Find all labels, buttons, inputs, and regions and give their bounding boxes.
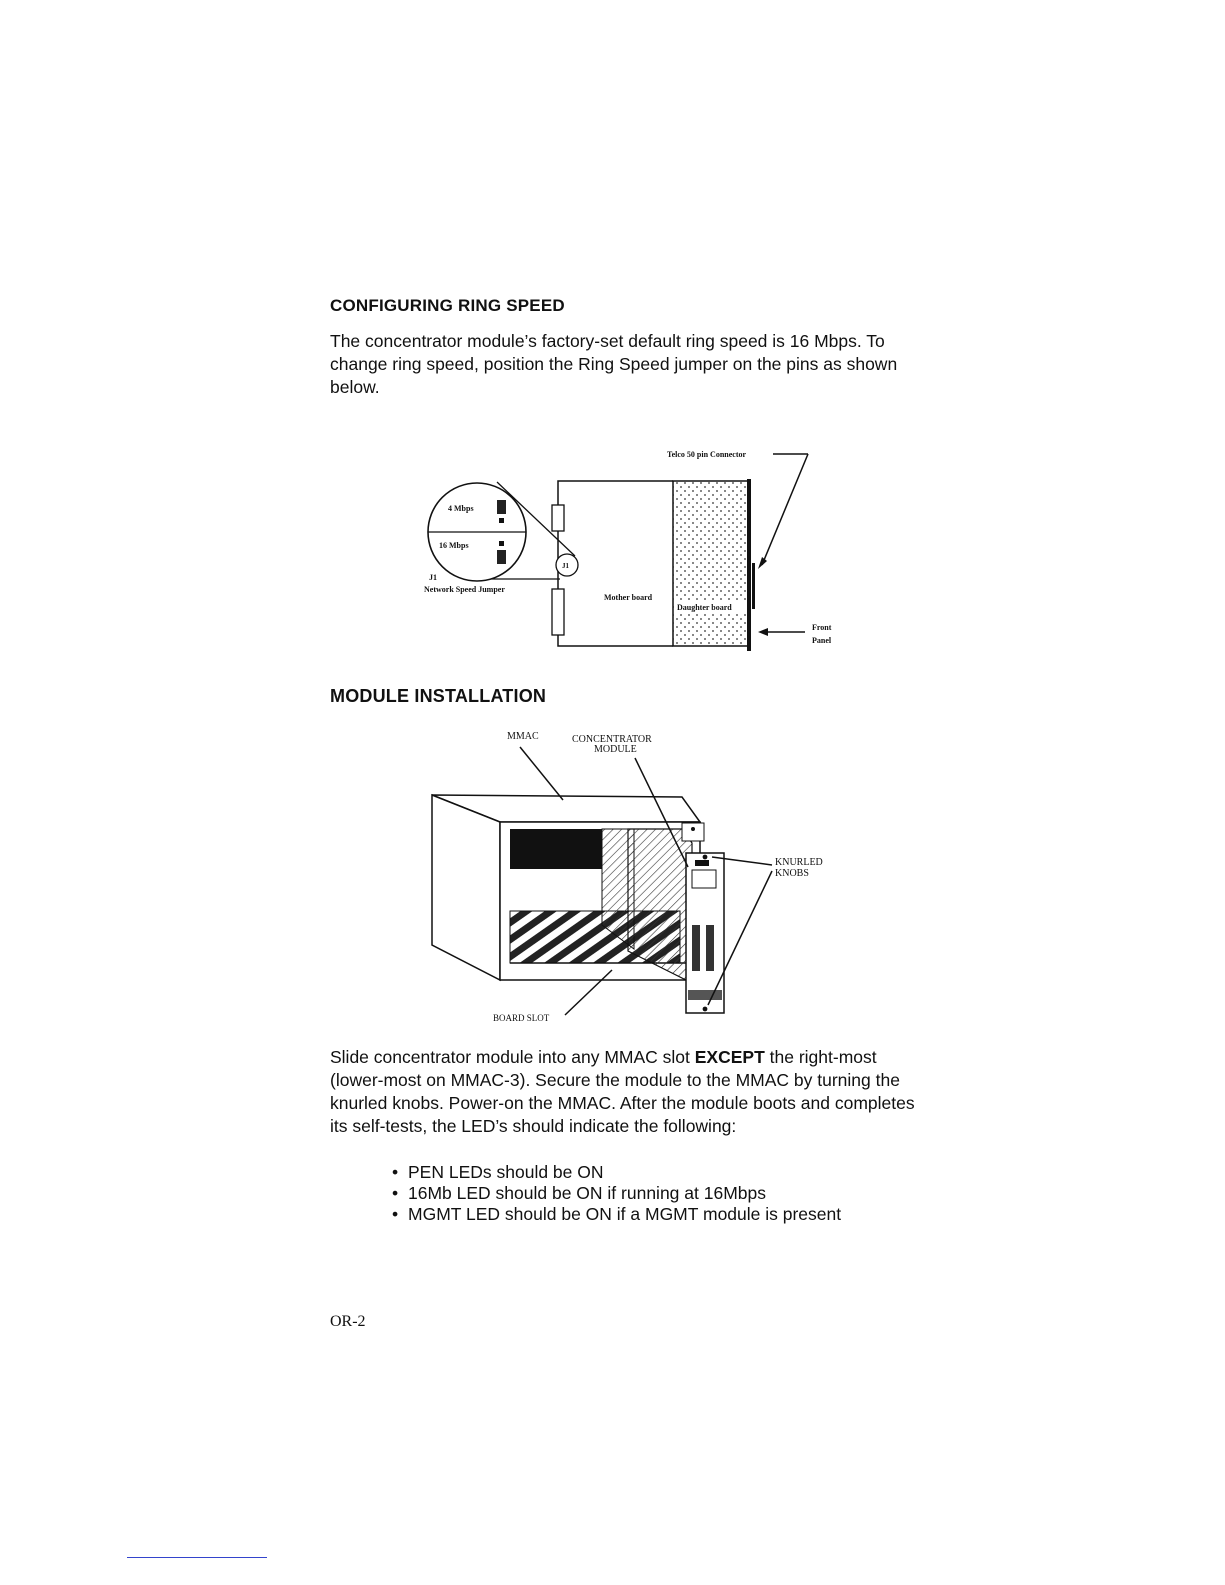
4mbps-label: 4 Mbps (448, 504, 474, 513)
module-led-array (692, 870, 716, 888)
module-label-plate (688, 990, 722, 1000)
installation-paragraph (330, 1046, 920, 1138)
list-item: • PEN LEDs should be ON (392, 1162, 841, 1183)
except-emphasis: EXCEPT (694, 1047, 765, 1067)
telco-arrowhead (758, 557, 767, 569)
motherboard-edge-top (558, 481, 673, 505)
bottom-rule (127, 1557, 267, 1558)
board-slot-label: BOARD SLOT (493, 1013, 550, 1023)
edge-connector-bottom (552, 589, 564, 635)
j1-label: J1 (429, 573, 437, 582)
front-panel-arrowhead (758, 628, 768, 636)
knobs-label: KNOBS (775, 868, 809, 879)
telco-connector-label: Telco 50 pin Connector (667, 450, 747, 459)
network-speed-jumper-label: Network Speed Jumper (424, 585, 505, 594)
list-item: • 16Mb LED should be ON if running at 16Mbps (392, 1183, 841, 1204)
front-label: Front (812, 623, 832, 632)
chassis-dark-slot (510, 829, 602, 869)
module-led-block (695, 860, 709, 866)
knurled-knob-bottom (703, 1007, 708, 1012)
led-status-list (392, 1162, 841, 1225)
motherboard-edge-bottom (558, 635, 673, 646)
jumper-16mbps (497, 550, 506, 564)
tram-panel (682, 823, 704, 841)
panel-label: Panel (812, 636, 832, 645)
module-label: MODULE (594, 744, 637, 755)
installation-text-before: Slide concentrator module into any MMAC slot (330, 1047, 695, 1067)
16mbps-label: 16 Mbps (439, 541, 469, 550)
knurled-label: KNURLED (775, 857, 823, 868)
telco-arrow-line (762, 454, 808, 565)
j1-circle-label: J1 (562, 562, 569, 570)
edge-connector-top (552, 505, 564, 531)
mmac-leader (520, 747, 563, 800)
ring-speed-paragraph: The concentrator module’s factory-set default ring speed is 16 Mbps. To change ring speed, position the Ring Speed jumper on the pins as shown below. (330, 331, 898, 397)
daughterboard-label: Daughter board (677, 603, 732, 612)
jumper-4mbps (497, 500, 506, 514)
tram-knob (691, 827, 695, 831)
telco-connector-left (692, 925, 700, 971)
telco-connector (752, 563, 755, 609)
front-panel (747, 479, 751, 651)
pin-4mbps (499, 518, 504, 523)
module-installation-diagram (420, 725, 860, 1030)
concentrator-label: CONCENTRATOR (572, 734, 652, 745)
page-number: OR-2 (330, 1313, 366, 1330)
motherboard-label: Mother board (604, 593, 653, 602)
chassis-side (432, 795, 500, 980)
list-item: • MGMT LED should be ON if a MGMT module is present (392, 1204, 841, 1225)
knurled-knob-top (703, 855, 708, 860)
ring-speed-diagram (415, 445, 855, 660)
mmac-label: MMAC (507, 731, 539, 742)
installation-text-after: the right-most (lower-most on MMAC-3). Secure the module to the MMAC by turning the knurled knobs. Power-on the MMAC. After the module boots and completes its self-tests, the LED’s should indicate the following: (330, 1047, 915, 1136)
pin-16mbps (499, 541, 504, 546)
daughterboard (673, 481, 749, 646)
section-heading-module-installation: MODULE INSTALLATION (330, 686, 547, 706)
telco-connector-right (706, 925, 714, 971)
section-heading-ring-speed: CONFIGURING RING SPEED (330, 296, 565, 315)
